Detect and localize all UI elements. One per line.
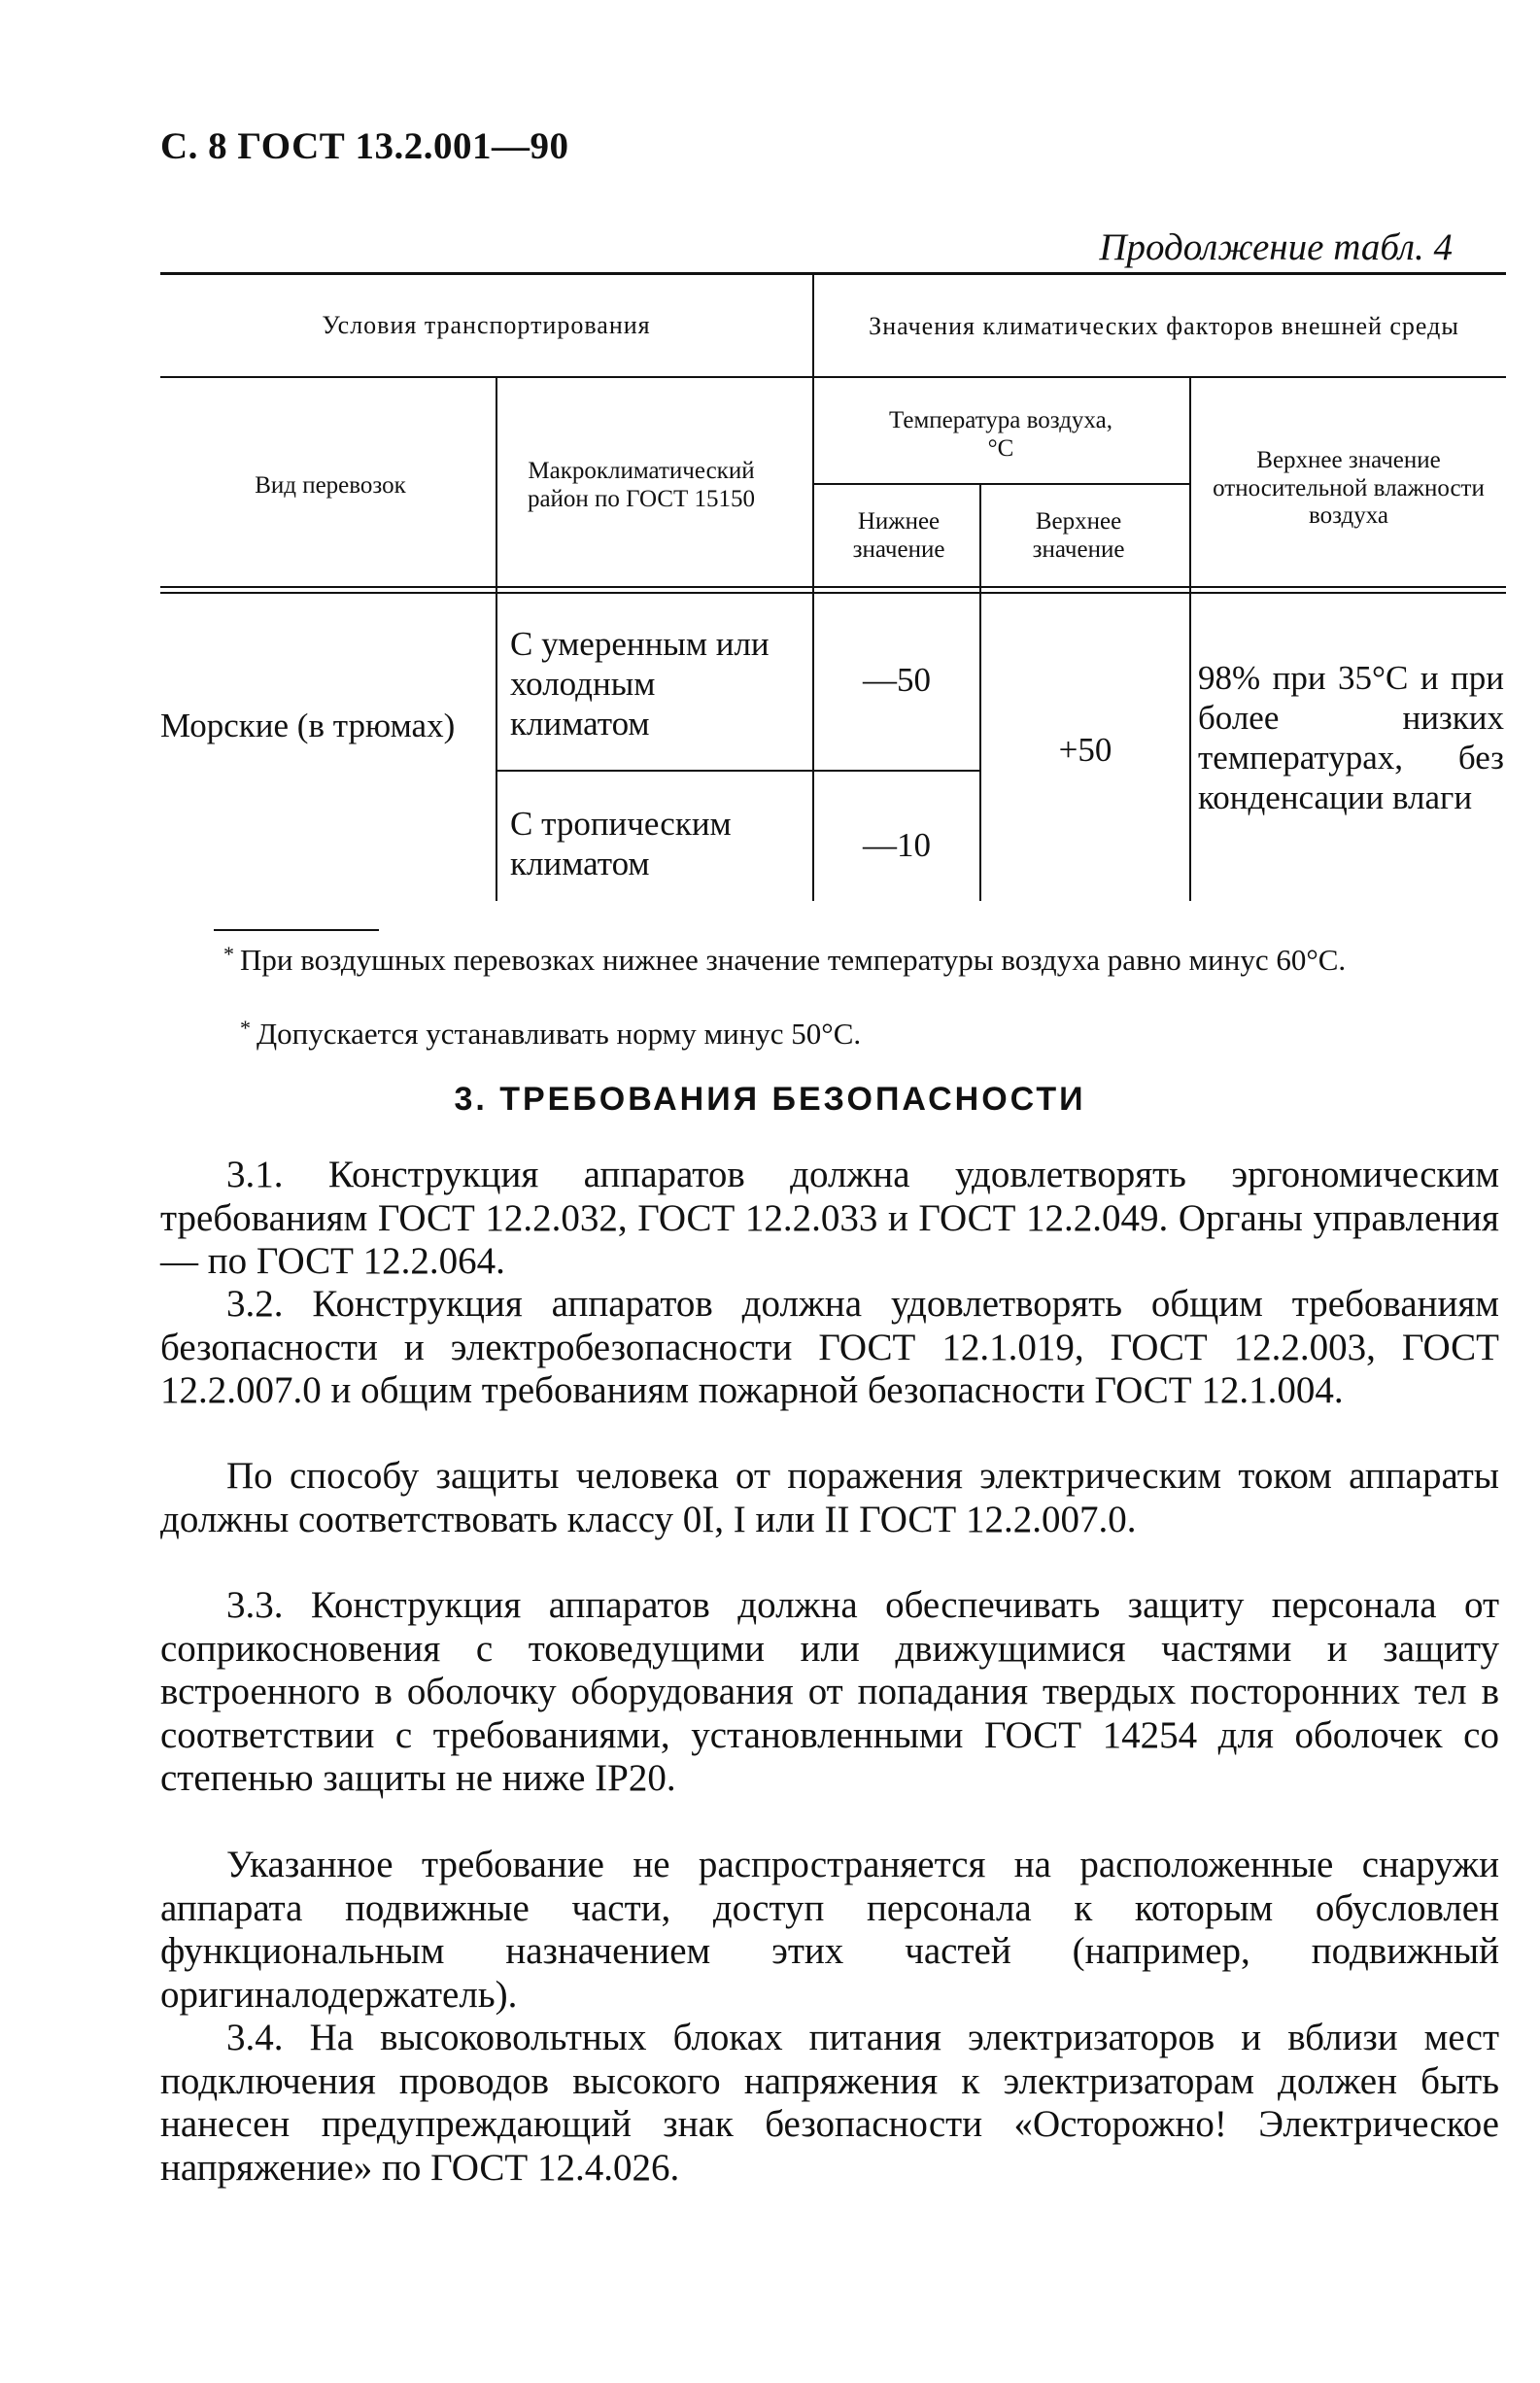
section-title: 3. ТРЕБОВАНИЯ БЕЗОПАСНОСТИ <box>454 1081 1086 1118</box>
row-temp-high: +50 <box>1058 731 1112 769</box>
paragraph-3-4: 3.4. На высоковольтных блоках питания электризаторов и вблизи мест подключения проводов высокого напряжения к электризаторам должен быть нанесен предупреждающий знак безопасности «Осторожно! Электрическое напряжение» по ГОСТ 12.4.026. <box>160 2017 1499 2189</box>
header-kind: Вид перевозок <box>255 471 406 499</box>
header-climate-values: Значения климатических факторов внешней среды <box>869 311 1459 340</box>
row-transport-kind: Морские (в трюмах) <box>160 707 456 744</box>
row-temp-low-tropical: —10 <box>863 826 931 864</box>
table-header-rule-double-1 <box>160 586 1506 588</box>
paragraph-exception: Указанное требование не распространяется на расположенные снаружи аппарата подвижные части, доступ персонала к которым обусловлен функциональным назначением этих частей (например, подвижный оригиналодержатель). <box>160 1844 1499 2016</box>
paragraph-3-1: 3.1. Конструкция аппаратов должна удовлетворять эргономическим требованиям ГОСТ 12.2.032, ГОСТ 12.2.033 и ГОСТ 12.2.049. Органы управления — по ГОСТ 12.2.064. <box>160 1154 1499 1282</box>
header-humidity: Верхнее значение относительной влажности воздуха <box>1213 446 1485 530</box>
footnote-mark: * <box>240 1016 251 1040</box>
table-header-rule-1 <box>160 376 1506 378</box>
table-vline-humidity <box>1189 378 1191 901</box>
paragraph-electric-class: По способу защиты человека от поражения электрическим током аппараты должны соответствовать классу 0I, I или II ГОСТ 12.2.007.0. <box>160 1455 1499 1540</box>
paragraph-3-3: 3.3. Конструкция аппаратов должна обеспечивать защиту персонала от соприкосновения с токоведущими или движущимися частями и защиту встроенного в оболочку оборудования от попадания твердых посторонних тел в соответствии с требованиями, установленными ГОСТ 14254 для оболочек со степенью защиты не ниже IP20. <box>160 1584 1499 1799</box>
footnote-1 <box>160 942 1501 979</box>
table-row-split-rule <box>497 770 981 772</box>
row-region-tropical: С тропическим климатом <box>510 805 732 882</box>
table-vline-temp <box>979 485 981 901</box>
header-temp-high: Верхнее значение <box>1032 507 1125 563</box>
row-humidity: 98% при 35°С и при более низких температурах, без конденсации влаги <box>1198 659 1504 816</box>
header-region: Макроклиматический район по ГОСТ 15150 <box>527 458 756 512</box>
row-region-temperate: С умеренным или холодным климатом <box>510 625 770 743</box>
table-vline-region <box>496 378 497 901</box>
footnote-text: Допускается устанавливать норму минус 50°С. <box>257 1017 862 1051</box>
header-temperature: Температура воздуха, °С <box>889 407 1112 462</box>
footnote-2 <box>160 1016 1501 1053</box>
table-vline-main <box>812 274 814 901</box>
table-continuation-label: Продолжение табл. 4 <box>1099 226 1453 268</box>
footnote-rule <box>214 929 379 931</box>
footnote-text: При воздушных перевозках нижнее значение температуры воздуха равно минус 60°С. <box>240 943 1347 977</box>
running-head: С. 8 ГОСТ 13.2.001—90 <box>160 125 569 167</box>
table-temp-subheader-rule <box>814 483 1191 485</box>
row-temp-low-temperate: —50 <box>863 661 931 699</box>
footnote-mark: * <box>223 942 234 966</box>
table-header-rule-double-2 <box>160 592 1506 594</box>
header-transport-conditions: Условия транспортирования <box>322 310 651 339</box>
header-temp-low: Нижнее значение <box>852 507 945 563</box>
paragraph-3-2: 3.2. Конструкция аппаратов должна удовлетворять общим требованиям безопасности и электробезопасности ГОСТ 12.1.019, ГОСТ 12.2.003, ГОСТ 12.2.007.0 и общим требованиям пожарной безопасности ГОСТ 12.1.004. <box>160 1283 1499 1411</box>
